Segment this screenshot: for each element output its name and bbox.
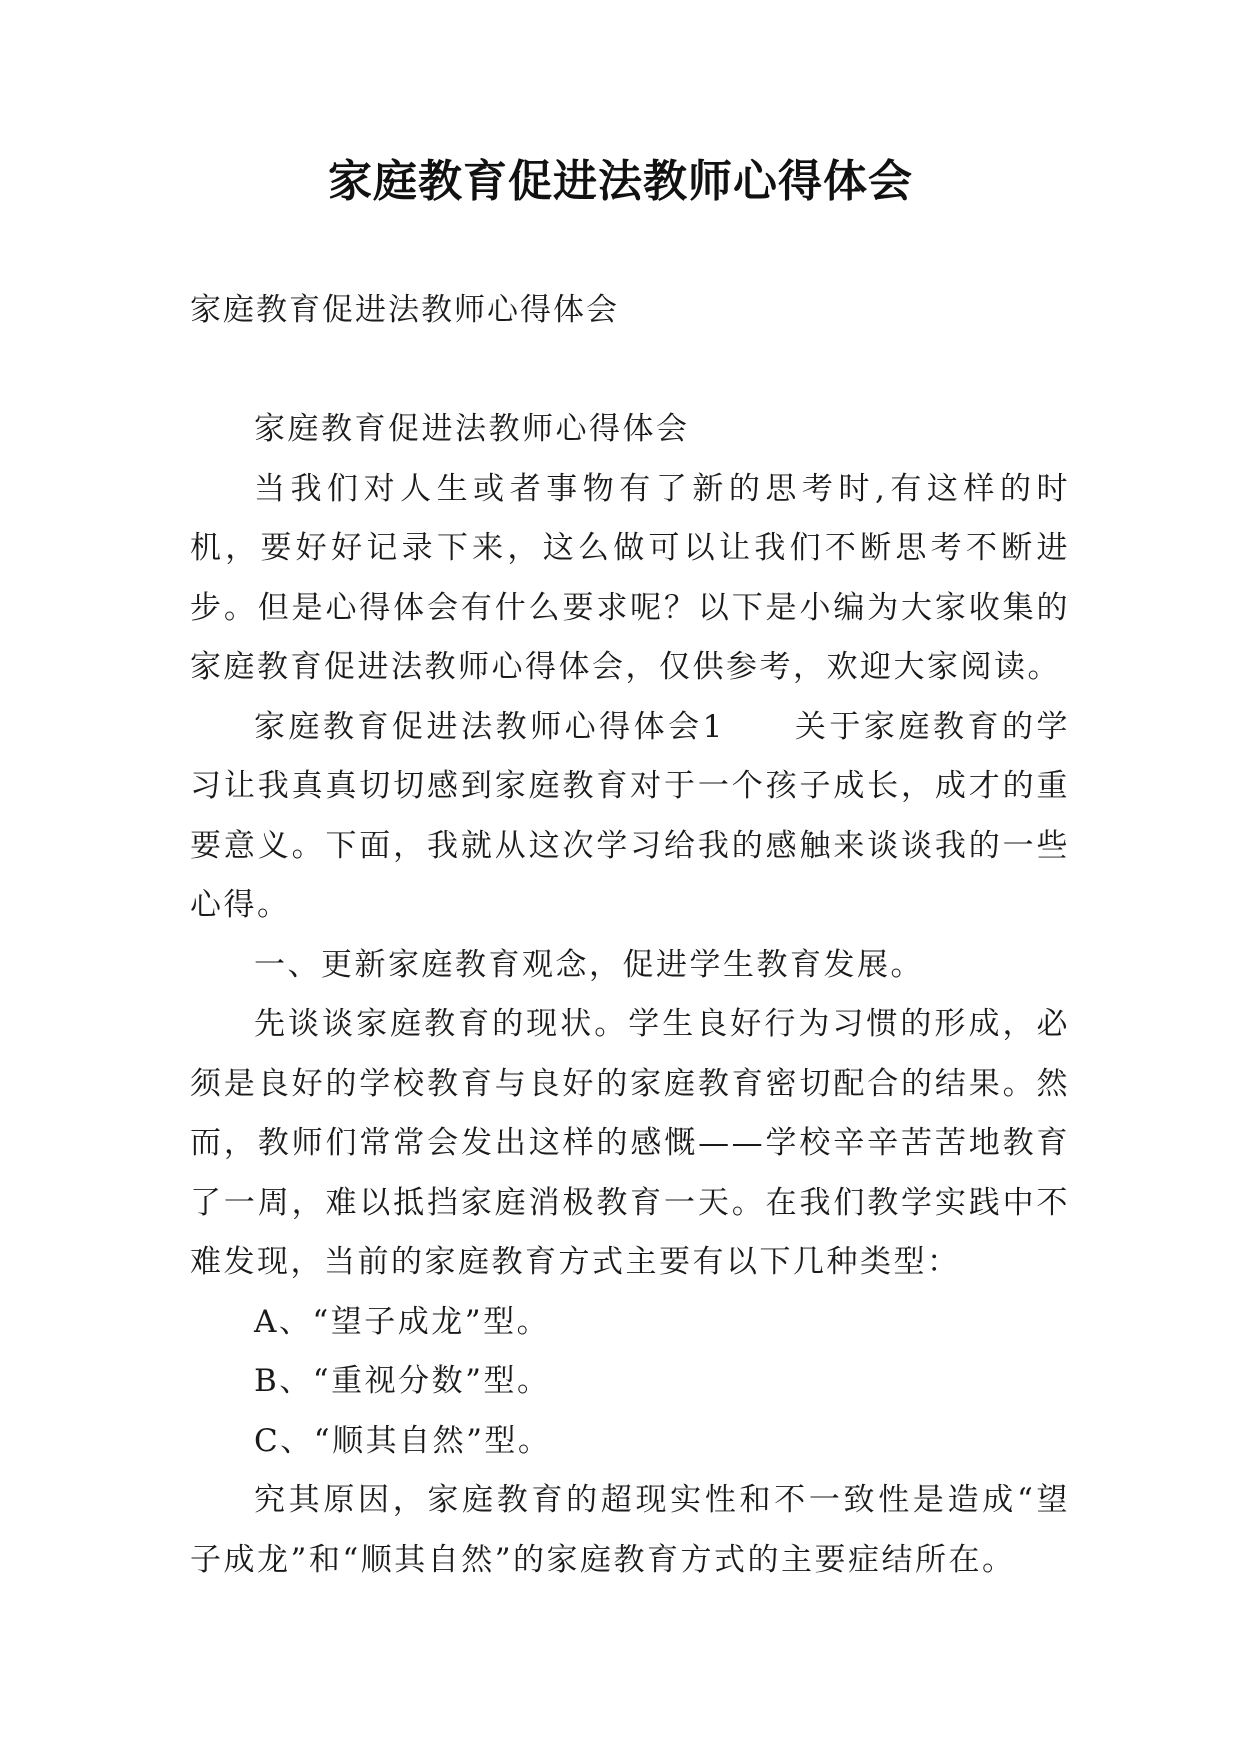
document-subtitle: 家庭教育促进法教师心得体会	[190, 292, 619, 328]
document-title: 家庭教育促进法教师心得体会	[328, 156, 913, 207]
paragraph-heading: 家庭教育促进法教师心得体会	[254, 411, 690, 447]
paragraph-part-1: 家庭教育促进法教师心得体会1 关于家庭教育的学习让我真真切切感到家庭教育对于一个孩子成长，成才的重要意义。下面，我就从这次学习给我的感触来谈谈我的一些心得。	[190, 708, 1070, 923]
list-item-a: A、“望子成龙”型。	[254, 1303, 551, 1340]
paragraph-intro: 当我们对人生或者事物有了新的思考时,有这样的时机，要好好记录下来，这么做可以让我们不断思考不断进步。但是心得体会有什么要求呢？以下是小编为大家收集的家庭教育促进法教师心得体会，仅供参考，欢迎大家阅读。	[190, 470, 1070, 685]
paragraph-section-1-heading: 一、更新家庭教育观念，促进学生教育发展。	[254, 946, 924, 983]
document-body	[190, 400, 1070, 1590]
list-item-b: B、“重视分数”型。	[254, 1363, 551, 1399]
list-item-c: C、“顺其自然”型。	[254, 1422, 552, 1459]
paragraph-status: 先谈谈家庭教育的现状。学生良好行为习惯的形成，必须是良好的学校教育与良好的家庭教育密切配合的结果。然而，教师们常常会发出这样的感慨——学校辛辛苦苦地教育了一周，难以抵挡家庭消极教育一天。在我们教学实践中不难发现，当前的家庭教育方式主要有以下几种类型：	[190, 1006, 1070, 1280]
paragraph-causes: 究其原因，家庭教育的超现实性和不一致性是造成“望子成龙”和“顺其自然”的家庭教育方式的主要症结所在。	[190, 1482, 1070, 1578]
